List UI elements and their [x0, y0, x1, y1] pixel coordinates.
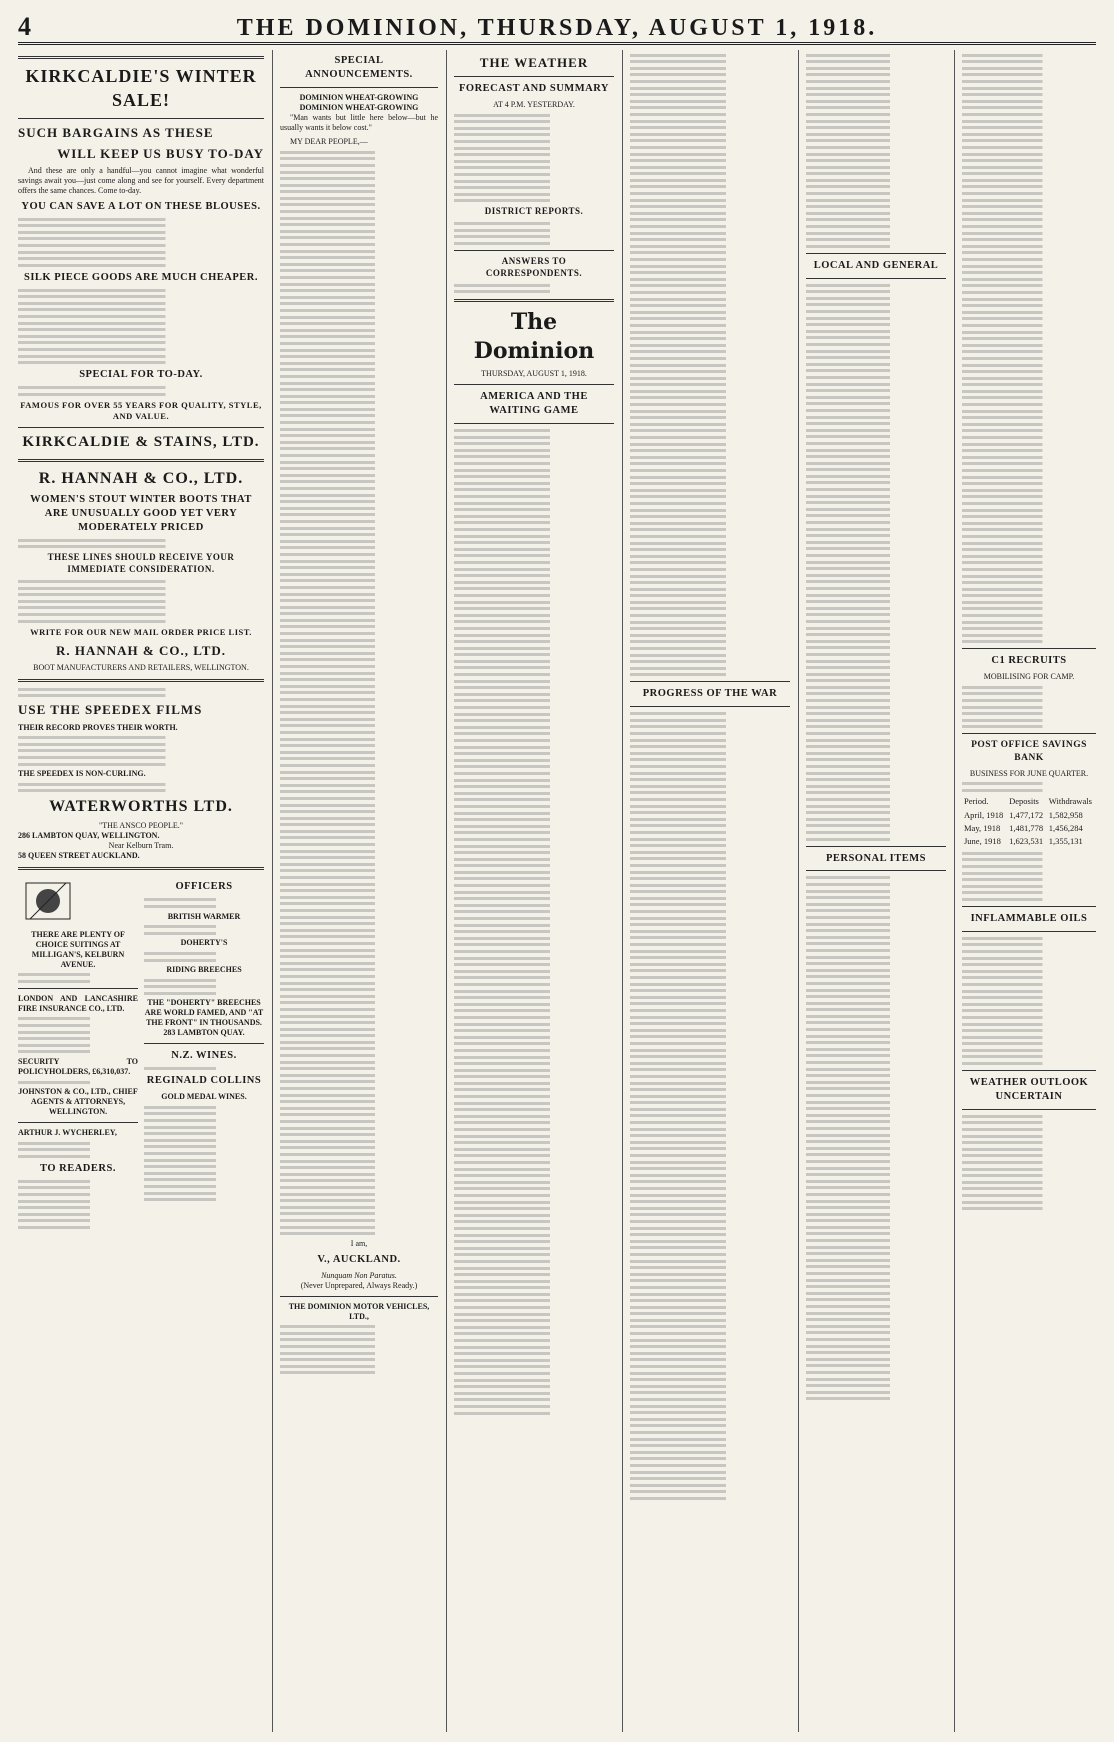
hannah-lines: THESE LINES SHOULD RECEIVE YOUR IMMEDIATE CONSIDERATION. — [47, 552, 235, 575]
signature: V., AUCKLAND. — [317, 1253, 401, 1265]
crest-icon — [18, 879, 78, 923]
psb-col-withdrawals: Withdrawals — [1048, 796, 1092, 807]
column-advertisements — [18, 50, 264, 1732]
editorial-headline: AMERICA AND THE WAITING GAME — [480, 391, 588, 417]
article-continued-body — [630, 54, 790, 677]
johnston-agents: JOHNSTON & CO., LTD., CHIEF AGENTS & ATTORNEYS, WELLINGTON. — [18, 1087, 138, 1117]
kirkcaldie-silk: SILK PIECE GOODS ARE MUCH CHEAPER. — [23, 271, 259, 283]
column-weather-editorial — [454, 50, 614, 1732]
wheat-heading-1: DOMINION WHEAT-GROWING — [299, 92, 419, 102]
news-body-top — [806, 54, 946, 248]
inflammable-oils-head: INFLAMMABLE OILS — [970, 912, 1088, 924]
psb-col-deposits: Deposits — [1009, 796, 1039, 807]
kirkcaldie-sub2: WILL KEEP US BUSY TO-DAY — [57, 145, 264, 161]
personal-items-body — [806, 876, 946, 1400]
kirkcaldie-special: SPECIAL FOR TO-DAY. — [79, 369, 203, 381]
special-announcements-head: SPECIAL ANNOUNCEMENTS. — [305, 55, 413, 80]
masthead — [18, 8, 1096, 45]
hannah-subhead: WOMEN'S STOUT WINTER BOOTS THAT ARE UNUSUALLY GOOD YET VERY MODERATELY PRICED — [30, 494, 252, 533]
waterworths-headline: WATERWORTHS LTD. — [49, 798, 233, 816]
doherty-address: 283 LAMBTON QUAY. — [163, 1028, 245, 1038]
table-row — [962, 835, 1096, 848]
page-number: 4 — [18, 12, 31, 41]
london-lancashire-headline: LONDON AND LANCASHIRE FIRE INSURANCE CO., LTD. — [18, 993, 138, 1013]
table-cell: 1,477,172 — [1009, 809, 1044, 820]
table-cell: 1,355,131 — [1048, 835, 1083, 846]
answers-correspondents: ANSWERS TO CORRESPONDENTS. — [485, 255, 583, 278]
gold-medal-wines: GOLD MEDAL WINES. — [161, 1092, 247, 1102]
reginald-collins: REGINALD COLLINS — [146, 1075, 262, 1087]
local-general-head: LOCAL AND GENERAL — [813, 259, 939, 271]
kirkcaldie-intro: And these are only a handful—you cannot imagine what wonderful savings await you—just come along and see for yourself. Every department offers the same chances. Come to-day. — [18, 165, 264, 195]
salutation: MY DEAR PEOPLE,— — [290, 136, 368, 146]
waterworths-address2: Near Kelburn Tram. — [108, 841, 174, 851]
kirkcaldie-sub1: SUCH BARGAINS AS THESE — [18, 124, 214, 140]
waterworths-address1: 286 LAMBTON QUAY, WELLINGTON. — [18, 831, 160, 841]
wycherley-name: ARTHUR J. WYCHERLEY, — [18, 1128, 117, 1138]
wheat-heading-2: DOMINION WHEAT-GROWING — [299, 102, 419, 112]
milligan-text: THERE ARE PLENTY OF CHOICE SUITINGS AT MILLIGAN'S, KELBURN AVENUE. — [31, 929, 125, 969]
doherty-brand: THE "DOHERTY" BREECHES ARE WORLD FAMED, AND "AT THE FRONT" IN THOUSANDS. — [144, 998, 264, 1028]
table-cell: June, 1918 — [964, 835, 1001, 846]
table-cell: May, 1918 — [964, 822, 1001, 833]
forecast-time: AT 4 P.M. YESTERDAY. — [493, 100, 575, 110]
editorial-dateline: THURSDAY, AUGUST 1, 1918. — [481, 369, 587, 379]
column-right — [962, 50, 1096, 1732]
motto: Nunquam Non Paratus. — [321, 1270, 397, 1280]
hannah-write: WRITE FOR OUR NEW MAIL ORDER PRICE LIST. — [30, 626, 252, 637]
motto-translation: (Never Unprepared, Always Ready.) — [300, 1280, 418, 1290]
table-cell: 1,623,531 — [1009, 835, 1044, 846]
waterworths-address3: 58 QUEEN STREET AUCKLAND. — [18, 851, 140, 861]
nz-wines: N.Z. WINES. — [171, 1050, 237, 1062]
speedex-headline: USE THE SPEEDEX FILMS — [18, 702, 203, 718]
local-general-body — [806, 284, 946, 841]
weather-outlook-head: WEATHER OUTLOOK UNCERTAIN — [969, 1077, 1089, 1102]
table-cell: 1,481,778 — [1009, 822, 1044, 833]
right-body-top — [962, 54, 1096, 644]
motor-vehicles-head: THE DOMINION MOTOR VEHICLES, LTD., — [288, 1301, 430, 1321]
hannah-footer-sub: BOOT MANUFACTURERS AND RETAILERS, WELLINGTON. — [33, 662, 249, 672]
speedex-noncurling: THE SPEEDEX IS NON-CURLING. — [18, 769, 146, 779]
personal-items-head: PERSONAL ITEMS — [825, 852, 927, 864]
security-line: SECURITY TO POLICYHOLDERS, £6,310,037. — [18, 1056, 138, 1076]
dominion-nameplate: The Dominion — [473, 309, 595, 365]
editorial-body — [454, 429, 614, 1414]
progress-of-war-body — [630, 712, 790, 1500]
dohertys-name: DOHERTY'S — [180, 938, 228, 948]
forecast-head: FORECAST AND SUMMARY — [458, 83, 610, 95]
column-special-announcements — [280, 50, 438, 1732]
district-reports: DISTRICT REPORTS. — [484, 206, 584, 217]
progress-of-war-head: PROGRESS OF THE WAR — [642, 688, 778, 700]
table-cell: 1,582,958 — [1048, 809, 1083, 820]
masthead-title: THE DOMINION, THURSDAY, AUGUST 1, 1918. — [236, 15, 878, 41]
table-row — [962, 809, 1096, 822]
riding-breeches: RIDING BREECHES — [166, 965, 242, 975]
kirkcaldie-famous: FAMOUS FOR OVER 55 YEARS FOR QUALITY, STYLE, AND VALUE. — [20, 399, 262, 421]
speedex-sub: THEIR RECORD PROVES THEIR WORTH. — [18, 722, 178, 732]
british-warmer: BRITISH WARMER — [167, 911, 241, 921]
kirkcaldie-blouses: YOU CAN SAVE A LOT ON THESE BLOUSES. — [21, 200, 261, 212]
letter-body — [280, 151, 438, 1235]
signoff: I am, — [350, 1238, 368, 1248]
table-cell: April, 1918 — [964, 809, 1004, 820]
hannah-headline: R. HANNAH & CO., LTD. — [38, 469, 244, 487]
table-row — [962, 822, 1096, 835]
kirkcaldie-headline: KIRKCALDIE'S WINTER SALE! — [25, 66, 257, 110]
readers-headline: TO READERS. — [40, 1162, 116, 1174]
savings-bank-table — [962, 795, 1096, 848]
table-cell: 1,456,284 — [1048, 822, 1083, 833]
mobilising-sub: MOBILISING FOR CAMP. — [983, 672, 1075, 682]
officers-headline: OFFICERS — [175, 881, 233, 893]
waterworths-sub: "THE ANSCO PEOPLE." — [98, 821, 184, 831]
weather-headline: THE WEATHER — [479, 55, 589, 70]
column-local — [806, 50, 946, 1732]
savings-bank-head: POST OFFICE SAVINGS BANK — [971, 740, 1087, 763]
column-news — [630, 50, 790, 1732]
savings-bank-sub: BUSINESS FOR JUNE QUARTER. — [969, 768, 1089, 778]
c1-recruits-head: C1 RECRUITS — [991, 655, 1067, 667]
kirkcaldie-firm: KIRKCALDIE & STAINS, LTD. — [22, 434, 260, 451]
psb-col-period: Period. — [964, 796, 989, 807]
quote-text: "Man wants but little here below—but he usually wants it below cost." — [280, 112, 438, 132]
hannah-footer: R. HANNAH & CO., LTD. — [55, 642, 227, 658]
